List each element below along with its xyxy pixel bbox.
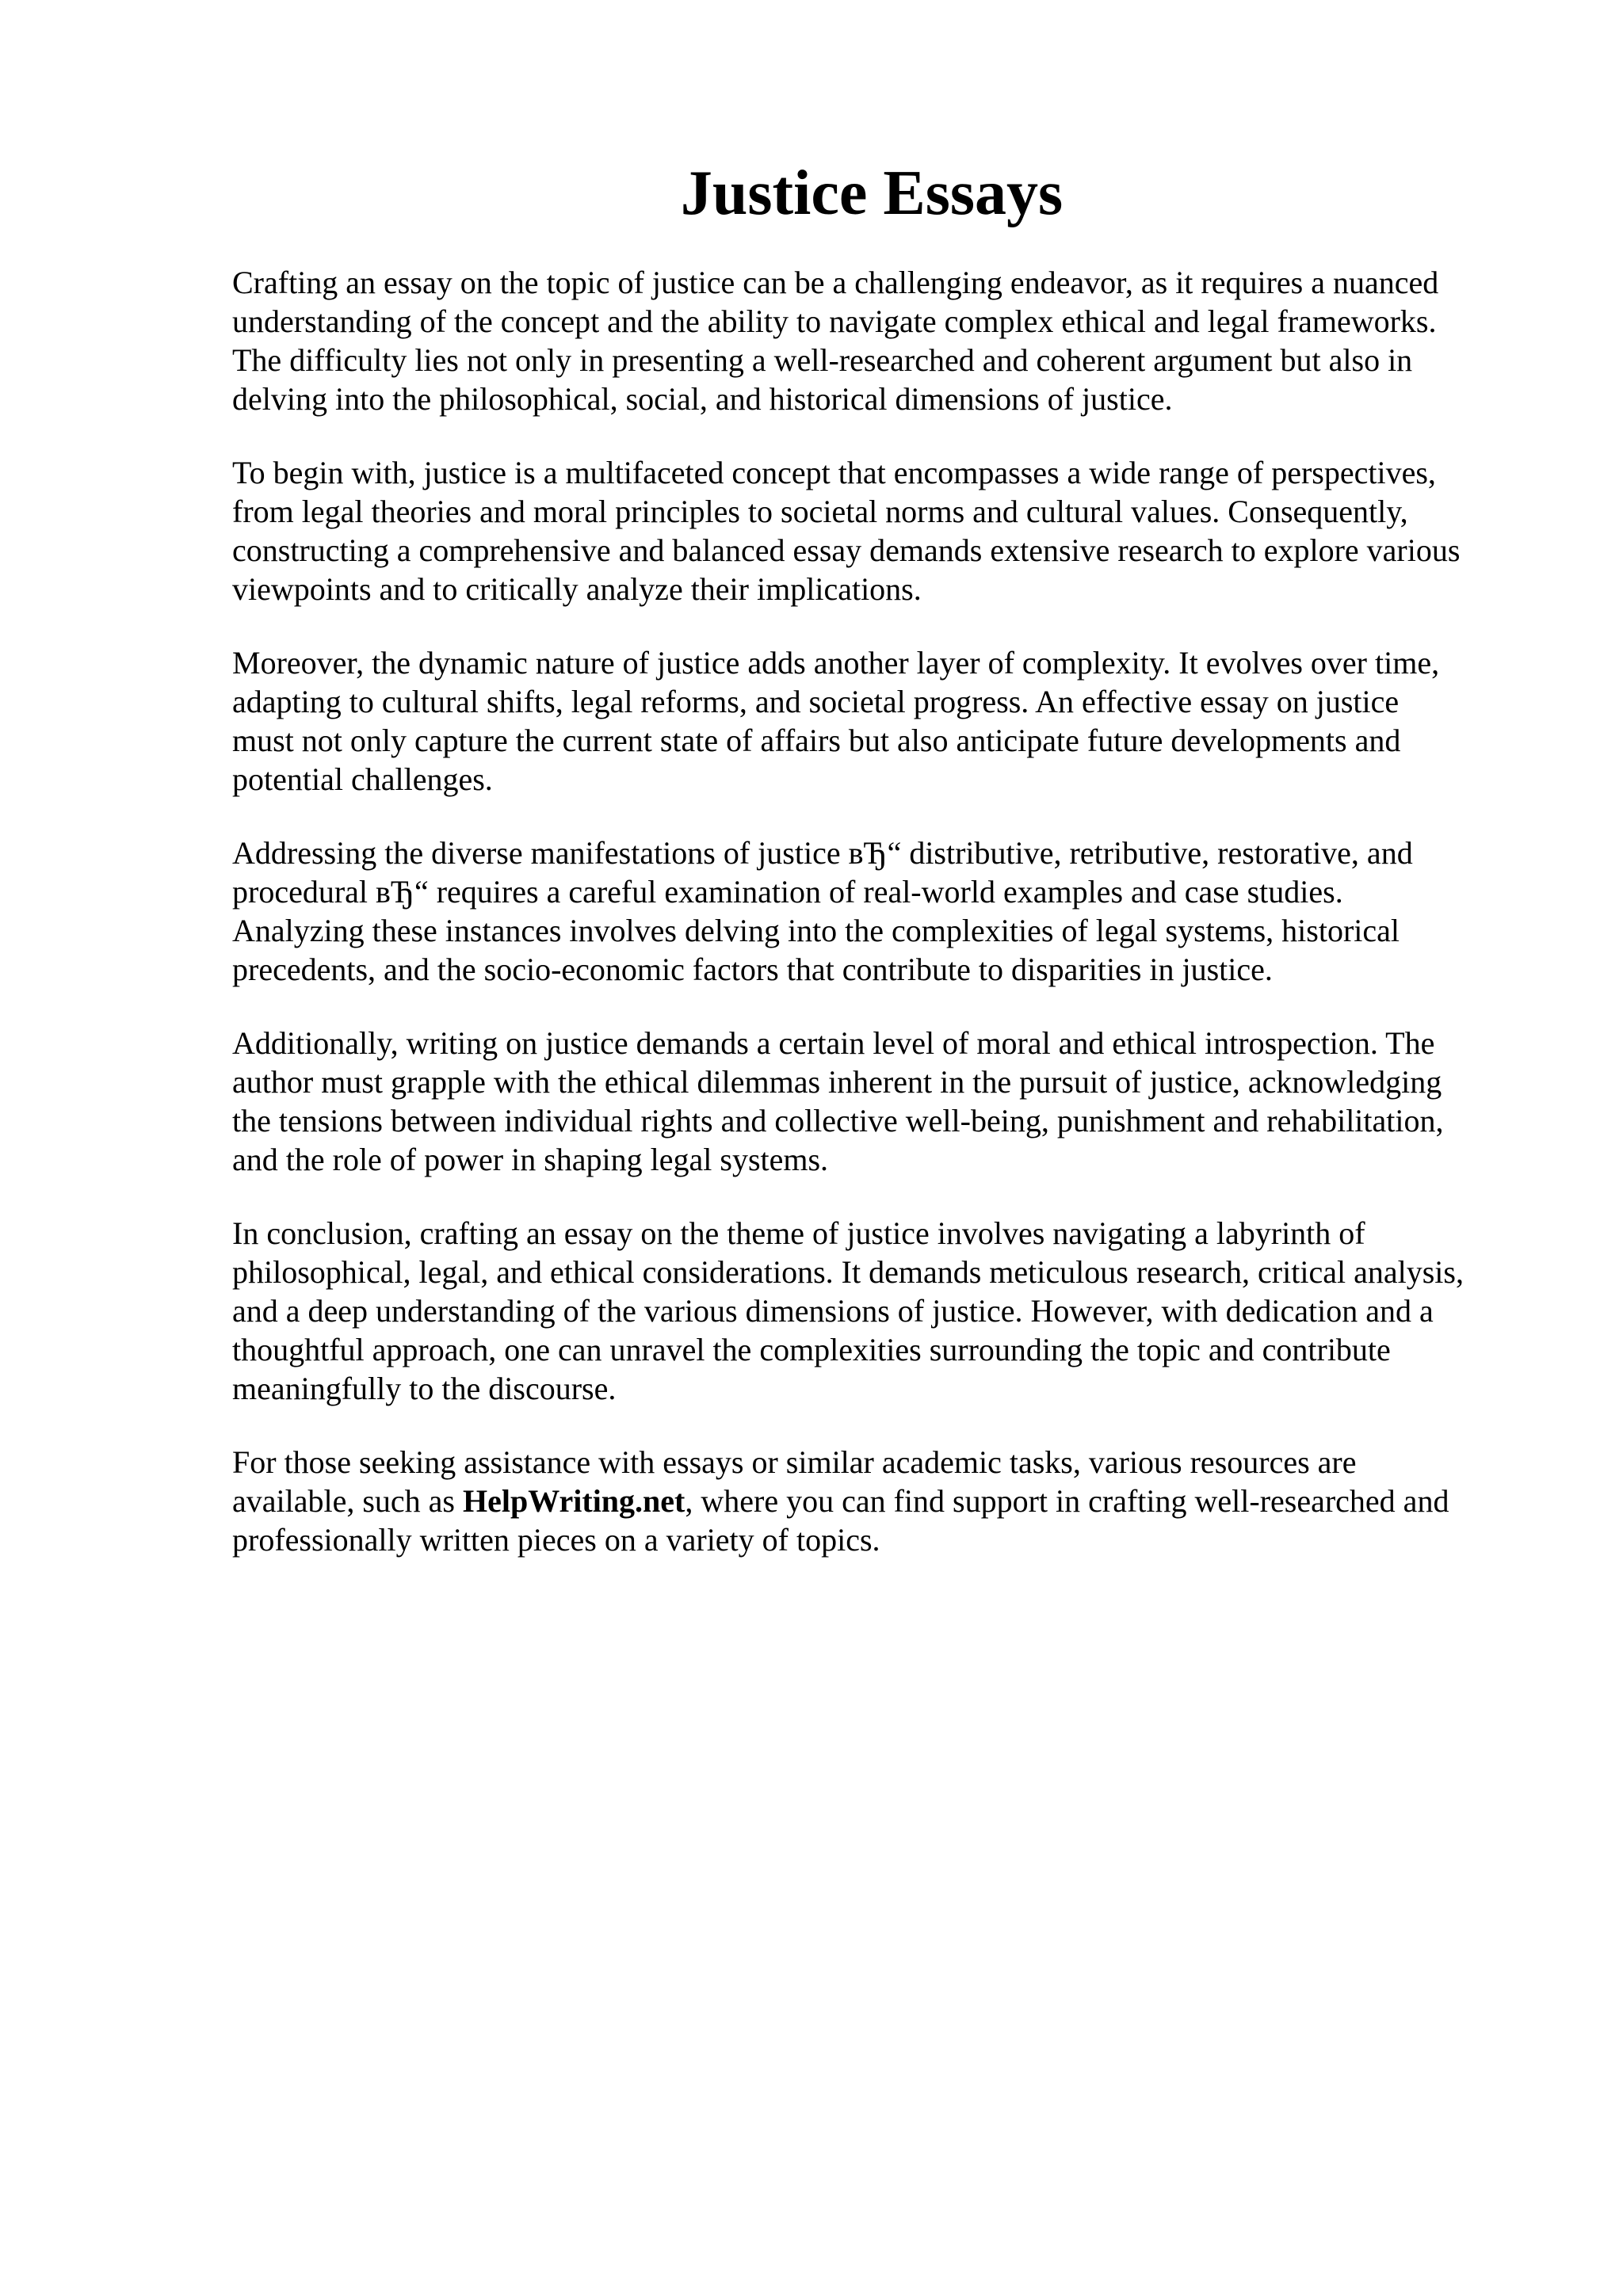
paragraph-line: Addressing the diverse manifestations of justice вЂ“ distributive, retributive, restorative, and bbox=[232, 835, 1413, 871]
paragraph-6 bbox=[232, 1214, 1529, 1408]
paragraph-line: and a deep understanding of the various dimensions of justice. However, with dedication and a bbox=[232, 1293, 1434, 1329]
paragraph-line: adapting to cultural shifts, legal reforms, and societal progress. An effective essay on justice bbox=[232, 684, 1400, 719]
paragraph-line: potential challenges. bbox=[232, 761, 493, 797]
paragraph-7 bbox=[232, 1443, 1529, 1559]
paragraph-3 bbox=[232, 643, 1529, 799]
essay-body bbox=[232, 263, 1529, 1594]
paragraph-4 bbox=[232, 833, 1529, 989]
paragraph-line: Crafting an essay on the topic of justice can be a challenging endeavor, as it requires a nuanced bbox=[232, 265, 1439, 300]
paragraph-line: from legal theories and moral principles to societal norms and cultural values. Consequently, bbox=[232, 494, 1408, 529]
inline-text: , where you can find support in crafting well-researched and bbox=[685, 1483, 1449, 1519]
paragraph-line: The difficulty lies not only in presenting a well-researched and coherent argument but also in bbox=[232, 342, 1413, 378]
inline-text: available, such as bbox=[232, 1483, 455, 1519]
paragraph-line: Additionally, writing on justice demands a certain level of moral and ethical introspection. The bbox=[232, 1025, 1435, 1061]
paragraph-line-with-link bbox=[232, 1482, 1529, 1520]
paragraph-line: professionally written pieces on a variety of topics. bbox=[232, 1522, 880, 1558]
paragraph-line: viewpoints and to critically analyze their implications. bbox=[232, 571, 922, 607]
paragraph-2 bbox=[232, 453, 1529, 608]
paragraph-line: thoughtful approach, one can unravel the complexities surrounding the topic and contribute bbox=[232, 1332, 1391, 1367]
paragraph-line: constructing a comprehensive and balanced essay demands extensive research to explore various bbox=[232, 532, 1461, 568]
paragraph-line: author must grapple with the ethical dilemmas inherent in the pursuit of justice, acknowledging bbox=[232, 1064, 1442, 1100]
page-title: Justice Essays bbox=[680, 158, 1064, 228]
paragraph-5 bbox=[232, 1024, 1529, 1179]
paragraph-line: and the role of power in shaping legal systems. bbox=[232, 1142, 829, 1177]
paragraph-line: Moreover, the dynamic nature of justice adds another layer of complexity. It evolves over time, bbox=[232, 645, 1440, 681]
helpwriting-brand-name: HelpWriting.net bbox=[463, 1483, 685, 1519]
paragraph-line: For those seeking assistance with essays or similar academic tasks, various resources are bbox=[232, 1444, 1357, 1480]
paragraph-line: the tensions between individual rights and collective well-being, punishment and rehabilitation, bbox=[232, 1103, 1444, 1138]
paragraph-line: To begin with, justice is a multifaceted concept that encompasses a wide range of perspectives, bbox=[232, 455, 1436, 490]
paragraph-line: understanding of the concept and the ability to navigate complex ethical and legal frameworks. bbox=[232, 303, 1437, 339]
paragraph-line: procedural вЂ“ requires a careful examination of real-world examples and case studies. bbox=[232, 874, 1343, 910]
paragraph-line: delving into the philosophical, social, and historical dimensions of justice. bbox=[232, 381, 1173, 417]
paragraph-1 bbox=[232, 263, 1529, 418]
paragraph-line: meaningfully to the discourse. bbox=[232, 1371, 617, 1406]
paragraph-line: must not only capture the current state of affairs but also anticipate future developments and bbox=[232, 723, 1401, 758]
paragraph-line: In conclusion, crafting an essay on the theme of justice involves navigating a labyrinth of bbox=[232, 1215, 1365, 1251]
paragraph-line: philosophical, legal, and ethical considerations. It demands meticulous research, critical analysis, bbox=[232, 1254, 1464, 1290]
paragraph-line: precedents, and the socio-economic factors that contribute to disparities in justice. bbox=[232, 952, 1273, 987]
paragraph-line: Analyzing these instances involves delving into the complexities of legal systems, historical bbox=[232, 913, 1400, 948]
